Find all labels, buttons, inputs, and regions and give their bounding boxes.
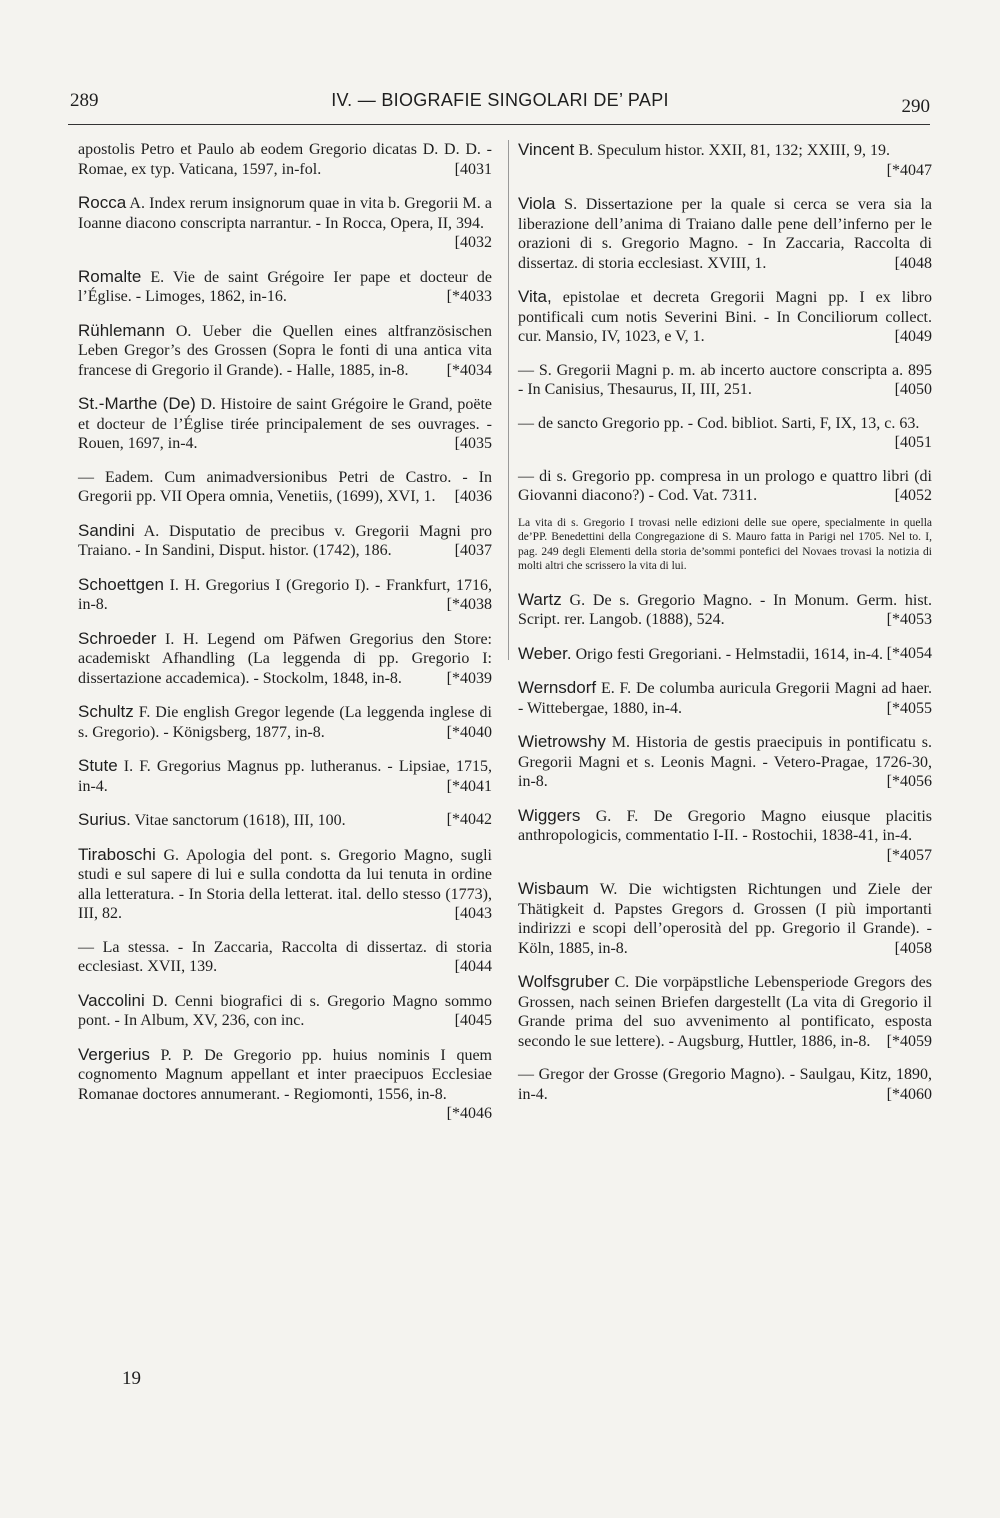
entry-text: E. F. De columba auricula Gregorii Magni ad haer. - Wittebergae, 1880, in-4. bbox=[518, 680, 932, 717]
bibliography-entry bbox=[78, 991, 492, 1031]
entry-author: St.-Marthe (De) bbox=[78, 394, 196, 413]
bibliography-entry bbox=[78, 267, 492, 307]
entry-text: — S. Gregorii Magni p. m. ab incerto auctore conscripta a. 895 - In Canisius, Thesaurus, II, III, 251. bbox=[518, 361, 932, 398]
bibliography-entry bbox=[518, 590, 932, 630]
entry-number: [*4059 bbox=[886, 1032, 932, 1050]
bibliography-entry bbox=[518, 361, 932, 400]
entry-author: Wernsdorf bbox=[518, 678, 597, 697]
bibliography-entry bbox=[518, 806, 932, 866]
entry-text: I. F. Gregorius Magnus pp. lutheranus. - Lipsiae, 1715, in-4. bbox=[78, 758, 492, 795]
entry-number: [*4047 bbox=[886, 161, 932, 179]
entry-number: [*4039 bbox=[446, 669, 492, 687]
entry-text: G. F. De Gregorio Magno eiusque placitis anthropologicis, commentatio I-II. - Rostochii, 1838-41, in-4. bbox=[518, 807, 932, 844]
entry-author: Wolfsgruber bbox=[518, 972, 610, 991]
entry-number: [*4033 bbox=[446, 288, 492, 305]
bibliography-entry bbox=[518, 879, 932, 958]
entry-number: [*4056 bbox=[886, 773, 932, 790]
entry-author: Wiggers bbox=[518, 805, 581, 825]
entry-author: Wisbaum bbox=[518, 879, 589, 898]
entry-text: F. Die english Gregor legende (La leggenda inglese di s. Gregorio). - Königsberg, 1877, in-8. bbox=[78, 704, 492, 741]
entry-text: P. P. De Gregorio pp. huius nominis I quem cognomento Magnum appellant et inter praecipuos Ecclesiae Romanae doctores annumerant. - Regiomonti, 1556, in-8. bbox=[78, 1046, 492, 1103]
bibliography-entry bbox=[518, 414, 932, 453]
entry-text: B. Speculum histor. XXII, 81, 132; XXIII, 9, 19. bbox=[574, 142, 890, 159]
bibliography-entry bbox=[518, 732, 932, 792]
entry-author: Rocca bbox=[78, 193, 127, 212]
entry-author: Sandini bbox=[78, 520, 135, 540]
bibliography-entry bbox=[78, 321, 492, 381]
entry-number: [4058 bbox=[894, 939, 932, 957]
entry-author: Schroeder bbox=[78, 628, 157, 648]
entry-text: Origo festi Gregoriani. - Helmstadii, 1614, in-4. bbox=[571, 645, 884, 663]
entry-text: E. Vie de saint Grégoire Ier pape et docteur de l’Église. - Limoges, 1862, in-16. bbox=[78, 268, 492, 305]
entry-text: M. Historia de gestis praecipuis in pontificatu s. Gregorii Magni et s. Leonis Magni. - Vetero-Pragae, 1726-30, in-8. bbox=[518, 734, 932, 790]
right-column bbox=[518, 140, 932, 1118]
entry-text: S. Dissertazione per la quale si cerca se vera sia la liberazione dell’anima di Traiano dalle pene dell’inferno per le orazioni di s. Gregorio Magno. - In Zaccaria, Raccolta di dissertaz. di storia ecclesiast. XVIII, 1. bbox=[518, 196, 932, 272]
bibliography-entry bbox=[78, 938, 492, 977]
entry-number: [4035 bbox=[454, 435, 492, 452]
entry-author: Tiraboschi bbox=[78, 844, 156, 864]
entry-author: Vergerius bbox=[78, 1044, 150, 1064]
page-number-right: 290 bbox=[901, 96, 930, 117]
entry-text: O. Ueber die Quellen eines altfranzösischen Leben Gregor’s des Grossen (Sopra le fonti di una antica vita francese di Gregorio il Grande). - Halle, 1885, in-8. bbox=[78, 322, 492, 379]
entry-number: [4031 bbox=[454, 160, 492, 178]
bibliography-entry bbox=[518, 287, 932, 347]
entry-number: [*4054 bbox=[886, 644, 932, 662]
entry-author: Weber. bbox=[518, 643, 572, 663]
entry-number: [4043 bbox=[454, 905, 492, 922]
header-rule bbox=[68, 124, 930, 125]
entry-text: — Eadem. Cum animadversionibus Petri de Castro. - In Gregorii pp. VII Opera omnia, Venetiis, (1699), XVI, 1. bbox=[78, 468, 492, 505]
entry-number: [*4057 bbox=[886, 846, 932, 864]
entry-number: [*4042 bbox=[446, 811, 492, 828]
column-divider bbox=[508, 140, 509, 660]
bibliography-entry bbox=[518, 972, 932, 1051]
page-number-left: 289 bbox=[70, 90, 99, 111]
bibliography-entry bbox=[78, 140, 492, 179]
entry-author: Viola bbox=[518, 194, 556, 213]
entry-text: apostolis Petro et Paulo ab eodem Gregorio dicatas D. D. D. - Romae, ex typ. Vaticana, 1597, in-fol. bbox=[78, 141, 492, 178]
entry-text: A. Index rerum insignorum quae in vita b. Gregorii M. a Ioanne diacono conscripta narrantur. - In Rocca, Opera, II, 394. bbox=[78, 195, 492, 232]
signature-mark: 19 bbox=[122, 1368, 141, 1389]
bibliography-entry bbox=[518, 644, 932, 665]
entry-author: Schultz bbox=[78, 702, 134, 721]
entry-number: [4050 bbox=[894, 381, 932, 398]
entry-number: [*4046 bbox=[446, 1105, 492, 1122]
entry-author: Vita, bbox=[518, 287, 552, 306]
bibliography-entry bbox=[78, 845, 492, 924]
bibliography-entry bbox=[518, 140, 932, 180]
entry-number: [4048 bbox=[894, 254, 932, 272]
entry-text: La vita di s. Gregorio I trovasi nelle edizioni delle sue opere, specialmente in quella de’PP. Benedettini della Congregazione di S. Mauro fatta in Parigi nel 1705. Nel to. I, pag. 249 degli Elementi della storia de’sommi pontefici del Novaes trovasi la notizia di molti altri che scrissero la vita di lui. bbox=[518, 516, 932, 572]
entry-number: [4052 bbox=[894, 487, 932, 504]
bibliography-entry bbox=[78, 193, 492, 253]
entry-text: W. Die wichtigsten Richtungen und Ziele der Thätigkeit d. Papstes Gregors d. Grossen (I più importanti indirizzi e scopi dell’operosità del pp. Gregorio il Grande). - Köln, 1885, in-8. bbox=[518, 881, 932, 957]
entry-number: [4036 bbox=[454, 488, 492, 505]
entry-text: I. H. Legend om Päfwen Gregorius den Store: academiskt Afhandling (La leggenda di pp. Gregorio I: dissertazione accademica). - Stockolm, 1848, in-8. bbox=[78, 630, 492, 687]
page-header bbox=[70, 88, 930, 118]
entry-text: G. De s. Gregorio Magno. - In Monum. Germ. hist. Script. rer. Langob. (1888), 524. bbox=[518, 591, 932, 628]
bibliography-entry bbox=[78, 1045, 492, 1124]
entry-number: [*4053 bbox=[886, 611, 932, 628]
entry-text: A. Disputatio de precibus v. Gregorii Magni pro Traiano. - In Sandini, Disput. histor. (1742), 186. bbox=[78, 522, 492, 559]
entry-text: D. Cenni biografici di s. Gregorio Magno sommo pont. - In Album, XV, 236, con inc. bbox=[78, 992, 492, 1029]
bibliography-entry bbox=[78, 629, 492, 689]
entry-number: [*4034 bbox=[446, 361, 492, 379]
bibliography-entry bbox=[78, 521, 492, 561]
bibliography-entry bbox=[78, 810, 492, 831]
running-title: IV. — BIOGRAFIE SINGOLARI DE’ PAPI bbox=[331, 90, 669, 110]
entry-number: [*4055 bbox=[886, 699, 932, 717]
entry-author: Vincent bbox=[518, 140, 575, 159]
note-paragraph bbox=[518, 516, 932, 574]
entry-number: [*4040 bbox=[446, 723, 492, 741]
entry-author: Wietrowshy bbox=[518, 732, 606, 751]
entry-author: Romalte bbox=[78, 266, 142, 286]
entry-text: — La stessa. - In Zaccaria, Raccolta di dissertaz. di storia ecclesiast. XVII, 139. bbox=[78, 938, 492, 975]
entry-author: Stute bbox=[78, 756, 118, 775]
entry-author: Schoettgen bbox=[78, 574, 165, 594]
entry-number: [4037 bbox=[454, 542, 492, 559]
entry-text: Vitae sanctorum (1618), III, 100. bbox=[130, 812, 346, 829]
entry-number: [4045 bbox=[454, 1012, 492, 1029]
entry-number: [*4041 bbox=[446, 777, 492, 795]
entry-text: — Gregor der Grosse (Gregorio Magno). - Saulgau, Kitz, 1890, in-4. bbox=[518, 1066, 932, 1103]
entry-author: Rühlemann bbox=[78, 320, 165, 340]
entry-number: [*4060 bbox=[886, 1085, 932, 1103]
entry-number: [*4038 bbox=[446, 596, 492, 613]
bibliography-entry bbox=[78, 702, 492, 742]
entry-number: [4044 bbox=[454, 958, 492, 975]
entry-number: [4051 bbox=[894, 434, 932, 451]
entry-text: — di s. Gregorio pp. compresa in un prologo e quattro libri (di Giovanni diacono?) - Cod. Vat. 7311. bbox=[518, 467, 932, 504]
entry-author: Surius. bbox=[78, 810, 131, 829]
bibliography-entry bbox=[78, 756, 492, 796]
entry-text: G. Apologia del pont. s. Gregorio Magno, sugli studi e sul sapere di lui e sulla condotta da lui tenuta in ordine alla letteratura. - In Storia della letterat. ital. dello stesso (1773), III, 82. bbox=[78, 846, 492, 922]
bibliography-entry bbox=[518, 1065, 932, 1104]
entry-text: — de sancto Gregorio pp. - Cod. bibliot. Sarti, F, IX, 13, c. 63. bbox=[518, 414, 920, 432]
entry-number: [4032 bbox=[454, 234, 492, 251]
bibliography-entry bbox=[78, 394, 492, 454]
bibliography-entry bbox=[518, 467, 932, 506]
entry-text: C. Die vorpäpstliche Lebensperiode Gregors des Grossen, nach seinen Briefen dargestellt (La vita di Gregorio il Grande prima del suo avvenimento al pontificato, esposta secondo le sue lettere). - Augsburg, Huttler, 1886, in-8. bbox=[518, 974, 932, 1050]
entry-text: I. H. Gregorius I (Gregorio I). - Frankfurt, 1716, in-8. bbox=[78, 576, 492, 613]
bibliography-entry bbox=[518, 678, 932, 718]
entry-number: [4049 bbox=[894, 328, 932, 345]
bibliography-entry bbox=[518, 194, 932, 273]
entry-text: D. Histoire de saint Grégoire le Grand, poëte et docteur de l’Église tirée principalement de ses ouvrages. - Rouen, 1697, in-4. bbox=[78, 396, 492, 452]
entry-author: Vaccolini bbox=[78, 990, 145, 1010]
entry-text: epistolae et decreta Gregorii Magni pp. I ex libro pontificali cum notis Severini Bini. - In Conciliorum collect. cur. Mansio, IV, 1023, e V, 1. bbox=[518, 289, 932, 345]
entry-author: Wartz bbox=[518, 589, 562, 609]
bibliography-entry bbox=[78, 575, 492, 615]
bibliography-entry bbox=[78, 468, 492, 507]
left-column bbox=[78, 140, 492, 1138]
